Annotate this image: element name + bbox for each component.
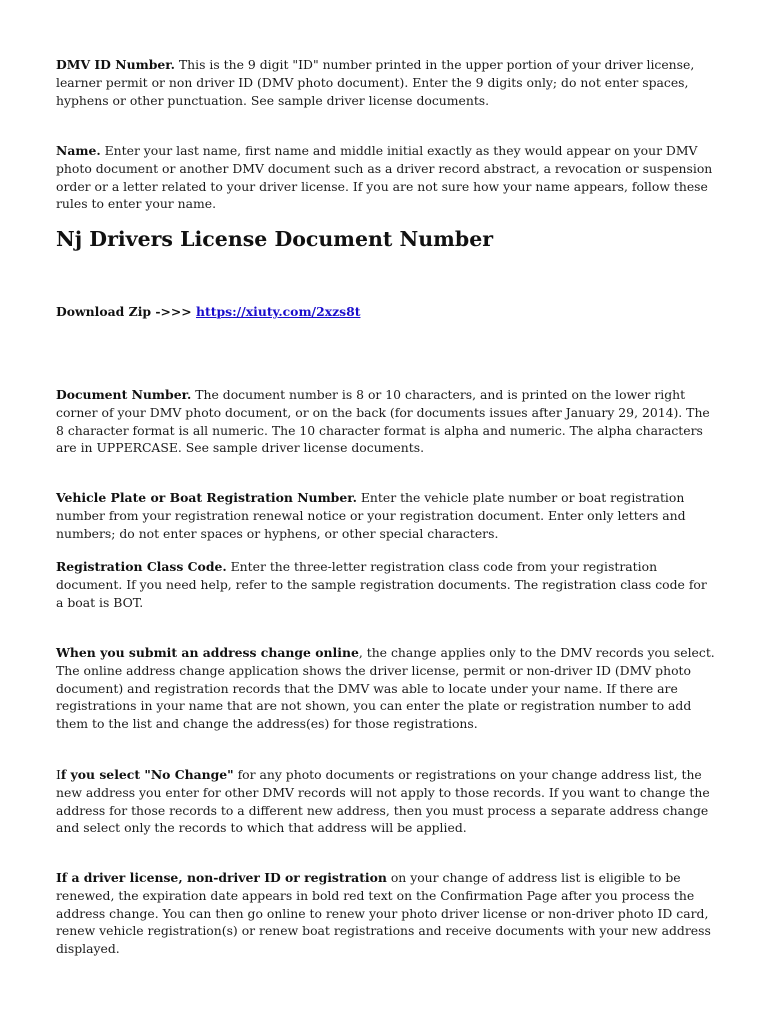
vehicle-plate-text: Enter the vehicle plate number or boat registration number from your registration renewal notice or your registration document. Enter only letters and numbers; do not enter spaces or hyphens, or other special characters. <box>56 490 686 541</box>
class-code-paragraph <box>56 558 716 611</box>
vehicle-plate-paragraph <box>56 489 716 542</box>
document-number-paragraph <box>56 386 716 457</box>
document-number-text: The document number is 8 or 10 characters, and is printed on the lower right corner of your DMV photo document, or on the back (for documents issues after January 29, 2014). The 8 character format is all numeric. The 10 character format is alpha and numeric. The alpha characters are in UPPERCASE. See sample driver license documents. <box>56 387 710 456</box>
download-label: Download Zip ->>> <box>56 304 196 319</box>
no-change-prefix: I <box>56 767 61 782</box>
renewal-paragraph <box>56 869 716 958</box>
class-code-label: Registration Class Code. <box>56 559 227 574</box>
renewal-text: on your change of address list is eligible to be renewed, the expiration date appears in bold red text on the Confirmation Page after you process the address change. You can then go online to renew your photo driver license or non-driver photo ID card, renew vehicle registration(s) or renew boat registrations and receive documents with your new address displayed. <box>56 870 711 957</box>
download-link[interactable]: https://xiuty.com/2xzs8t <box>196 304 361 319</box>
address-change-label: When you submit an address change online <box>56 645 359 660</box>
no-change-label: f you select "No Change" <box>60 767 234 782</box>
dmv-id-label: DMV ID Number. <box>56 57 175 72</box>
address-change-paragraph <box>56 644 716 733</box>
no-change-paragraph <box>56 766 716 837</box>
vehicle-plate-label: Vehicle Plate or Boat Registration Number. <box>56 490 357 505</box>
download-line <box>56 303 716 321</box>
dmv-id-text: This is the 9 digit "ID" number printed in the upper portion of your driver license, learner permit or non driver ID (DMV photo document). Enter the 9 digits only; do not enter spaces, hyphens or other punctuation. See sample driver license documents. <box>56 57 695 108</box>
renewal-label: If a driver license, non-driver ID or registration <box>56 870 387 885</box>
document-number-label: Document Number. <box>56 387 192 402</box>
name-paragraph <box>56 142 716 213</box>
address-change-text: , the change applies only to the DMV records you select. The online address change application shows the driver license, permit or non-driver ID (DMV photo document) and registration records that the DMV was able to locate under your name. If there are registrations in your name that are not shown, you can enter the plate or registration number to add them to the list and change the address(es) for those registrations. <box>56 645 715 732</box>
class-code-text: Enter the three-letter registration class code from your registration document. If you need help, refer to the sample registration documents. The registration class code for a boat is BOT. <box>56 559 707 610</box>
dmv-id-paragraph <box>56 56 716 109</box>
no-change-text: for any photo documents or registrations on your change address list, the new address you enter for other DMV records will not apply to those records. If you want to change the address for those records to a different new address, then you must process a separate address change and select only the records to which that address will be applied. <box>56 767 710 836</box>
name-label: Name. <box>56 143 101 158</box>
page-heading: Nj Drivers License Document Number <box>56 227 494 251</box>
name-text: Enter your last name, first name and middle initial exactly as they would appear on your DMV photo document or another DMV document such as a driver record abstract, a revocation or suspension order or a letter related to your driver license. If you are not sure how your name appears, follow these rules to enter your name. <box>56 143 713 212</box>
